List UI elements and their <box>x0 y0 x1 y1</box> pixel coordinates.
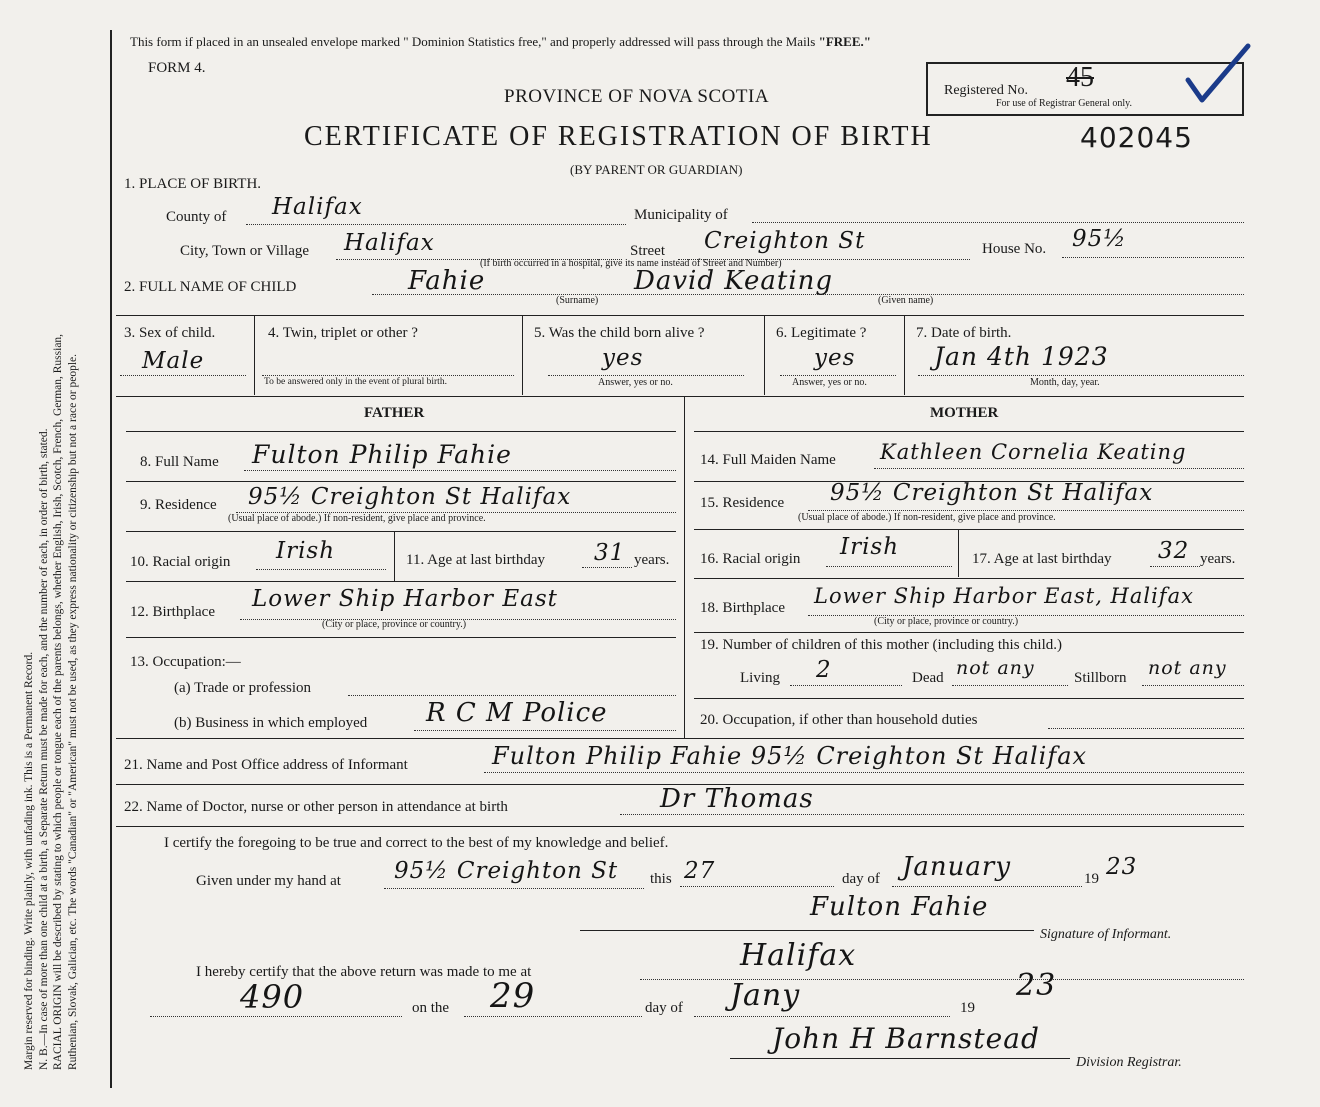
doctor-label: 22. Name of Doctor, nurse or other person in attendance at birth <box>124 799 508 815</box>
place-of-birth-heading: 1. PLACE OF BIRTH. <box>124 176 262 192</box>
mother-heading: MOTHER <box>930 405 999 421</box>
dob-label: 7. Date of birth. <box>916 325 1012 341</box>
mother-birthplace-label: 18. Birthplace <box>700 600 785 616</box>
certify-year-prefix: 19 <box>1084 871 1099 887</box>
registrar-place-value: Halifax <box>740 938 857 973</box>
certificate-subtitle: (BY PARENT OR GUARDIAN) <box>570 162 743 177</box>
dob-value: Jan 4th 1923 <box>934 342 1109 371</box>
father-birthplace-caption: (City or place, province or country.) <box>322 619 467 630</box>
mother-residence-caption: (Usual place of abode.) If non-resident, give place and province. <box>798 512 1056 523</box>
legitimate-value: yes <box>814 345 856 371</box>
alive-value: yes <box>602 345 644 371</box>
father-race-label: 10. Racial origin <box>130 554 231 570</box>
margin-rule <box>110 30 112 1088</box>
mother-race-value: Irish <box>840 534 900 560</box>
father-age-value: 31 <box>594 540 626 566</box>
father-age-label: 11. Age at last birthday <box>406 552 545 568</box>
alive-label: 5. Was the child born alive ? <box>534 325 705 341</box>
father-age-unit: years. <box>634 552 670 568</box>
informant-signature-caption: Signature of Informant. <box>1040 927 1172 942</box>
margin-line-3: RACIAL ORIGIN will be described by stating to which people or tongue each of the parents belongs, whether English, Irish, Scotch, French, German, Russian, <box>52 333 64 1070</box>
form-number: FORM 4. <box>148 60 206 76</box>
mother-occupation-label: 20. Occupation, if other than household duties <box>700 712 978 728</box>
father-residence-caption: (Usual place of abode.) If non-resident, give place and province. <box>228 513 486 524</box>
legitimate-caption: Answer, yes or no. <box>792 377 867 388</box>
given-name-caption: (Given name) <box>878 295 934 306</box>
mother-residence-label: 15. Residence <box>700 495 785 511</box>
stamp-number: 402045 <box>1080 121 1193 154</box>
mother-residence-value: 95½ Creighton St Halifax <box>830 480 1154 506</box>
registrar-year-prefix: 19 <box>960 1000 975 1016</box>
registrar-on-value: 29 <box>490 976 536 1016</box>
child-name-label: 2. FULL NAME OF CHILD <box>124 279 297 295</box>
father-race-value: Irish <box>276 538 336 564</box>
county-label: County of <box>166 209 227 225</box>
registrar-signature: John H Barnstead <box>772 1022 1040 1055</box>
certify-statement: I certify the foregoing to be true and correct to the best of my knowledge and belief. <box>164 835 669 851</box>
county-value: Halifax <box>272 194 363 220</box>
doctor-value: Dr Thomas <box>660 784 814 814</box>
informant-label: 21. Name and Post Office address of Informant <box>124 757 408 773</box>
stillborn-label: Stillborn <box>1074 670 1127 686</box>
registrar-on-label: on the <box>412 1000 450 1016</box>
dead-value: not any <box>956 657 1035 679</box>
given-under-value: 95½ Creighton St <box>394 858 619 884</box>
sex-value: Male <box>142 348 205 374</box>
given-under-label: Given under my hand at <box>196 873 341 889</box>
father-residence-label: 9. Residence <box>140 497 217 513</box>
father-name-value: Fulton Philip Fahie <box>252 440 512 469</box>
alive-caption: Answer, yes or no. <box>598 377 673 388</box>
margin-line-4: Ruthenian, Slovak, Galician, etc. The words "Canadian" or "American" must not be used, as they express nationality or citizenship but not a race or people. <box>66 353 79 1070</box>
child-surname: Fahie <box>408 266 486 296</box>
mother-age-value: 32 <box>1158 538 1190 564</box>
mother-name-value: Kathleen Cornelia Keating <box>880 440 1187 464</box>
sex-label: 3. Sex of child. <box>124 325 216 341</box>
mother-age-unit: years. <box>1200 551 1236 567</box>
registered-label: Registered No. <box>944 83 1028 98</box>
father-birthplace-label: 12. Birthplace <box>130 604 215 620</box>
house-label: House No. <box>982 241 1047 257</box>
certificate-title: CERTIFICATE OF REGISTRATION OF BIRTH <box>304 121 933 152</box>
trade-label: (a) Trade or profession <box>174 680 312 696</box>
dead-label: Dead <box>912 670 944 686</box>
city-value: Halifax <box>344 230 435 256</box>
registrar-statement: I hereby certify that the above return was made to me at <box>196 964 532 980</box>
surname-caption: (Surname) <box>556 295 599 306</box>
living-label: Living <box>740 670 780 686</box>
province-heading: PROVINCE OF NOVA SCOTIA <box>504 86 770 107</box>
dob-caption: Month, day, year. <box>1030 377 1100 388</box>
business-value: R C M Police <box>426 698 608 728</box>
this-label: this <box>650 871 672 887</box>
legitimate-label: 6. Legitimate ? <box>776 325 867 341</box>
twin-caption: To be answered only in the event of plural birth. <box>264 377 447 387</box>
checkmark-icon <box>1184 42 1254 107</box>
street-value: Creighton St <box>704 228 866 254</box>
father-residence-value: 95½ Creighton St Halifax <box>248 484 572 510</box>
margin-instructions <box>22 10 80 1070</box>
registrar-year-value: 23 <box>1016 968 1057 1003</box>
twin-label: 4. Twin, triplet or other ? <box>268 325 418 341</box>
mother-birthplace-value: Lower Ship Harbor East, Halifax <box>814 584 1194 608</box>
registered-value: 45 <box>1066 62 1094 93</box>
father-birthplace-value: Lower Ship Harbor East <box>252 586 558 612</box>
margin-line-2: N. B.—In case of more than one child at a birth, a Separate Return must be made for each, and the number of each, in order of birth, stated. <box>37 428 50 1070</box>
division-registrar-caption: Division Registrar. <box>1076 1055 1182 1070</box>
mail-notice: This form if placed in an unsealed envelope marked " Dominion Statistics free," and properly addressed will pass through the Mails "FREE." <box>130 34 871 49</box>
children-count-label: 19. Number of children of this mother (including this child.) <box>700 637 1063 653</box>
certify-month-value: January <box>902 852 1012 882</box>
registrar-number-value: 490 <box>240 978 305 1016</box>
certify-year-value: 23 <box>1106 854 1138 880</box>
this-day-value: 27 <box>684 858 716 884</box>
mother-name-label: 14. Full Maiden Name <box>700 452 836 468</box>
registrar-month-value: Jany <box>730 978 801 1013</box>
margin-line-1: Margin reserved for binding. Write plainly, with unfading ink. This is a Permanent Record. <box>23 651 35 1070</box>
father-heading: FATHER <box>364 405 425 421</box>
father-name-label: 8. Full Name <box>140 454 219 470</box>
registrar-use-caption: For use of Registrar General only. <box>996 98 1132 109</box>
street-label: Street <box>630 243 665 259</box>
certify-dayof-label: day of <box>842 871 880 887</box>
city-label: City, Town or Village <box>180 243 310 259</box>
mother-age-label: 17. Age at last birthday <box>972 551 1112 567</box>
registrar-dayof-label: day of <box>645 1000 683 1016</box>
child-given-name: David Keating <box>634 266 834 296</box>
house-value: 95½ <box>1072 226 1127 252</box>
mother-race-label: 16. Racial origin <box>700 551 801 567</box>
informant-value: Fulton Philip Fahie 95½ Creighton St Halifax <box>492 742 1088 770</box>
hospital-note: (If birth occurred in a hospital, give its name instead of Street and Number) <box>480 258 782 269</box>
mother-birthplace-caption: (City or place, province or country.) <box>874 616 1019 627</box>
business-label: (b) Business in which employed <box>174 715 368 731</box>
living-value: 2 <box>816 657 832 683</box>
informant-signature: Fulton Fahie <box>810 892 989 922</box>
stillborn-value: not any <box>1148 657 1227 679</box>
municipality-label: Municipality of <box>634 207 728 223</box>
father-occupation-label: 13. Occupation:— <box>130 654 241 670</box>
